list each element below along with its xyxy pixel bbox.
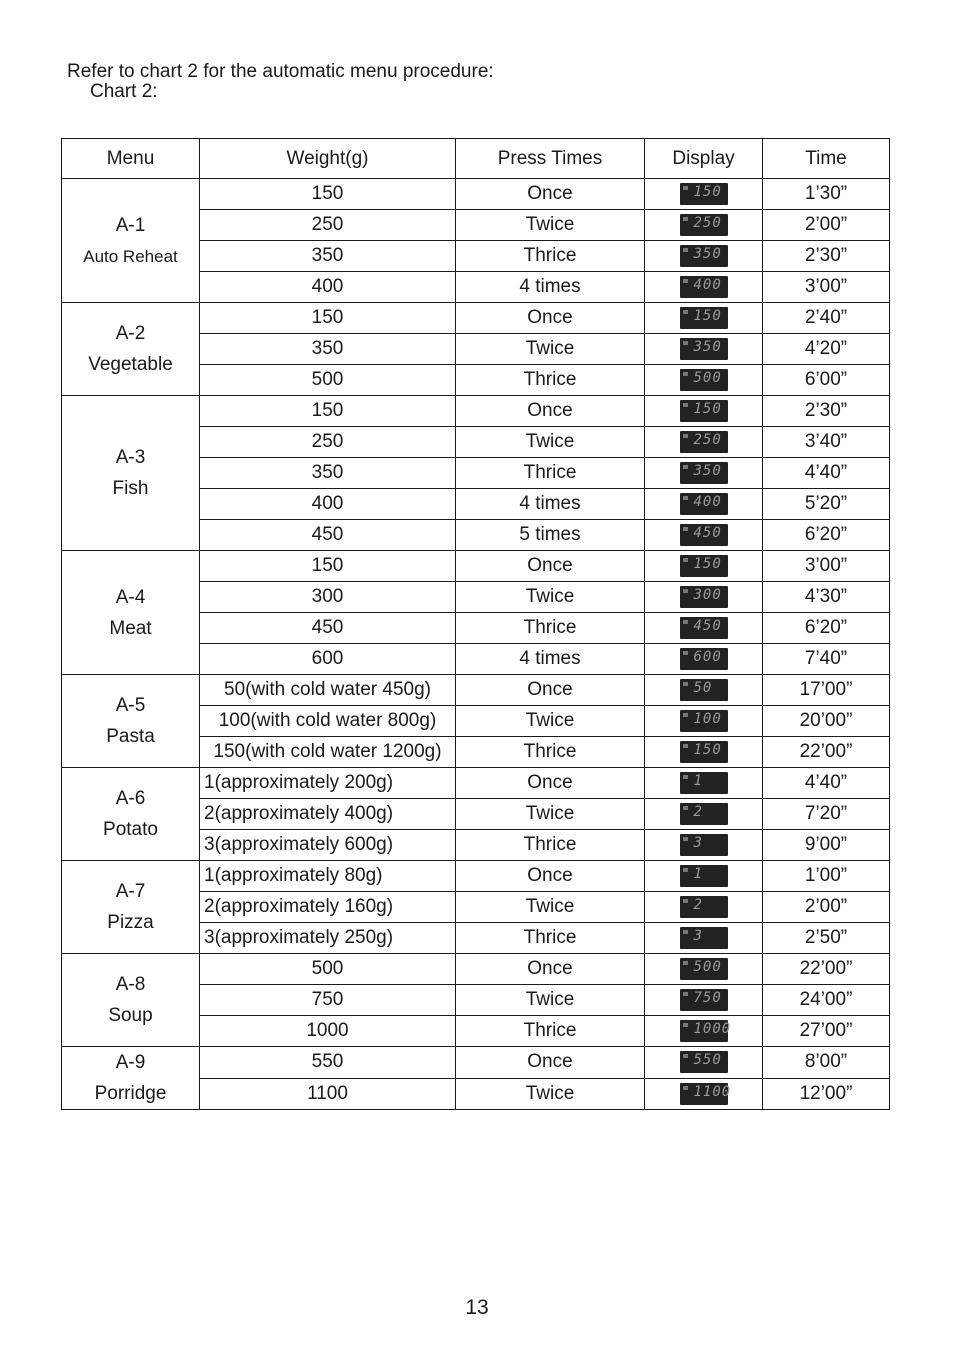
page-number: 13 <box>465 1296 489 1319</box>
display-cell <box>645 396 763 427</box>
lcd-indicator-icon <box>683 868 688 872</box>
lcd-indicator-icon <box>683 403 688 407</box>
lcd-display-icon <box>680 524 728 546</box>
lcd-digits: 350 <box>693 245 722 262</box>
lcd-indicator-icon <box>683 1023 688 1027</box>
menu-name: Auto Reheat <box>83 246 178 266</box>
time-cell: 7’40” <box>763 644 890 675</box>
menu-name: Vegetable <box>88 354 173 375</box>
table-row <box>62 303 890 334</box>
lcd-digits: 350 <box>693 338 722 355</box>
lcd-digits: 150 <box>693 307 722 324</box>
weight-cell: 2(approximately 400g) <box>200 799 456 830</box>
lcd-indicator-icon <box>683 620 688 624</box>
press-times-cell: 4 times <box>456 489 645 520</box>
time-cell: 3’00” <box>763 551 890 582</box>
lcd-indicator-icon <box>683 899 688 903</box>
weight-cell: 250 <box>200 427 456 458</box>
weight-cell: 1000 <box>200 1016 456 1047</box>
lcd-digits: 550 <box>693 1052 722 1069</box>
table-row <box>62 396 890 427</box>
display-cell <box>645 675 763 706</box>
lcd-digits: 750 <box>693 989 722 1006</box>
lcd-indicator-icon <box>683 992 688 996</box>
header-menu: Menu <box>62 139 200 179</box>
lcd-indicator-icon <box>683 713 688 717</box>
press-times-cell: Once <box>456 551 645 582</box>
press-times-cell: Once <box>456 768 645 799</box>
time-cell: 2’50” <box>763 923 890 954</box>
lcd-display-icon <box>680 927 728 949</box>
menu-code: A-6 <box>115 788 146 809</box>
display-cell <box>645 985 763 1016</box>
lcd-digits: 350 <box>693 462 722 479</box>
weight-cell: 300 <box>200 582 456 613</box>
lcd-digits: 150 <box>693 555 722 572</box>
lcd-display-icon <box>680 462 728 484</box>
weight-cell: 3(approximately 250g) <box>200 923 456 954</box>
table-row <box>62 861 890 892</box>
lcd-digits: 3 <box>693 927 703 944</box>
menu-name: Porridge <box>94 1083 167 1104</box>
chart-caption: Chart 2: <box>90 81 158 102</box>
auto-menu-table <box>61 138 890 1110</box>
header-time: Time <box>763 139 890 179</box>
press-times-cell: Once <box>456 954 645 985</box>
menu-cell <box>62 675 200 768</box>
display-cell <box>645 582 763 613</box>
time-cell: 6’00” <box>763 365 890 396</box>
press-times-cell: Twice <box>456 985 645 1016</box>
display-cell <box>645 334 763 365</box>
press-times-cell: Once <box>456 179 645 210</box>
weight-cell: 350 <box>200 334 456 365</box>
lcd-digits: 500 <box>693 369 722 386</box>
lcd-display-icon <box>680 679 728 701</box>
time-cell: 2’00” <box>763 210 890 241</box>
weight-cell: 250 <box>200 210 456 241</box>
menu-cell <box>62 396 200 551</box>
lcd-display-icon <box>680 369 728 391</box>
table-row <box>62 768 890 799</box>
press-times-cell: Twice <box>456 892 645 923</box>
press-times-cell: Once <box>456 396 645 427</box>
menu-cell <box>62 179 200 303</box>
lcd-display-icon <box>680 400 728 422</box>
lcd-digits: 1 <box>693 865 703 882</box>
menu-code: A-2 <box>115 323 146 344</box>
weight-cell: 400 <box>200 489 456 520</box>
display-cell <box>645 954 763 985</box>
press-times-cell: Twice <box>456 1078 645 1110</box>
lcd-display-icon <box>680 555 728 577</box>
menu-cell <box>62 768 200 861</box>
lcd-digits: 150 <box>693 183 722 200</box>
time-cell: 2’30” <box>763 396 890 427</box>
lcd-indicator-icon <box>683 961 688 965</box>
lcd-display-icon <box>680 493 728 515</box>
weight-cell: 400 <box>200 272 456 303</box>
weight-cell: 100(with cold water 800g) <box>200 706 456 737</box>
weight-cell: 1(approximately 80g) <box>200 861 456 892</box>
menu-cell <box>62 303 200 396</box>
lcd-indicator-icon <box>683 217 688 221</box>
lcd-digits: 400 <box>693 493 722 510</box>
lcd-display-icon <box>680 586 728 608</box>
menu-code: A-3 <box>115 447 146 468</box>
weight-cell: 450 <box>200 520 456 551</box>
display-cell <box>645 830 763 861</box>
press-times-cell: Twice <box>456 799 645 830</box>
lcd-digits: 250 <box>693 431 722 448</box>
display-cell <box>645 706 763 737</box>
lcd-display-icon <box>680 648 728 670</box>
weight-cell: 450 <box>200 613 456 644</box>
lcd-digits: 150 <box>693 400 722 417</box>
display-cell <box>645 799 763 830</box>
display-cell <box>645 1078 763 1110</box>
table-header-row <box>62 139 890 179</box>
table-row <box>62 179 890 210</box>
time-cell: 12’00” <box>763 1078 890 1110</box>
lcd-display-icon <box>680 1020 732 1042</box>
header-weight: Weight(g) <box>200 139 456 179</box>
lcd-digits: 2 <box>693 896 703 913</box>
lcd-indicator-icon <box>683 589 688 593</box>
menu-name: Meat <box>109 617 152 639</box>
weight-cell: 550 <box>200 1047 456 1079</box>
press-times-cell: Twice <box>456 582 645 613</box>
lcd-display-icon <box>680 183 728 205</box>
menu-cell <box>62 1047 200 1110</box>
lcd-display-icon <box>680 772 728 794</box>
lcd-digits: 600 <box>693 648 722 665</box>
lcd-display-icon <box>680 307 728 329</box>
weight-cell: 2(approximately 160g) <box>200 892 456 923</box>
lcd-indicator-icon <box>683 1054 688 1058</box>
time-cell: 7’20” <box>763 799 890 830</box>
weight-cell: 150 <box>200 551 456 582</box>
weight-cell: 150 <box>200 179 456 210</box>
time-cell: 4’40” <box>763 768 890 799</box>
lcd-indicator-icon <box>683 744 688 748</box>
display-cell <box>645 1047 763 1079</box>
press-times-cell: Once <box>456 1047 645 1079</box>
lcd-indicator-icon <box>683 434 688 438</box>
lcd-display-icon <box>680 741 728 763</box>
lcd-digits: 1100 <box>693 1083 732 1100</box>
lcd-indicator-icon <box>683 651 688 655</box>
lcd-digits: 250 <box>693 214 722 231</box>
lcd-display-icon <box>680 276 728 298</box>
lcd-display-icon <box>680 865 728 887</box>
press-times-cell: Thrice <box>456 923 645 954</box>
lcd-display-icon <box>680 710 728 732</box>
lcd-digits: 500 <box>693 958 722 975</box>
lcd-digits: 50 <box>693 679 713 696</box>
press-times-cell: Thrice <box>456 458 645 489</box>
lcd-indicator-icon <box>683 527 688 531</box>
lcd-indicator-icon <box>683 682 688 686</box>
lcd-display-icon <box>680 431 728 453</box>
table-row <box>62 954 890 985</box>
weight-cell: 150 <box>200 396 456 427</box>
press-times-cell: Twice <box>456 210 645 241</box>
menu-name: Pasta <box>106 726 155 747</box>
time-cell: 3’40” <box>763 427 890 458</box>
lcd-indicator-icon <box>683 279 688 283</box>
header-press-times: Press Times <box>456 139 645 179</box>
menu-code: A-4 <box>115 586 146 608</box>
lcd-indicator-icon <box>683 806 688 810</box>
lcd-display-icon <box>680 245 728 267</box>
weight-cell: 350 <box>200 458 456 489</box>
display-cell <box>645 458 763 489</box>
menu-code: A-9 <box>115 1052 146 1073</box>
time-cell: 9’00” <box>763 830 890 861</box>
press-times-cell: Thrice <box>456 613 645 644</box>
press-times-cell: Thrice <box>456 241 645 272</box>
table-body <box>62 179 890 1110</box>
time-cell: 27’00” <box>763 1016 890 1047</box>
press-times-cell: Thrice <box>456 830 645 861</box>
press-times-cell: Once <box>456 675 645 706</box>
display-cell <box>645 768 763 799</box>
lcd-indicator-icon <box>683 558 688 562</box>
display-cell <box>645 613 763 644</box>
press-times-cell: Thrice <box>456 365 645 396</box>
press-times-cell: Twice <box>456 334 645 365</box>
menu-code: A-8 <box>115 974 146 995</box>
table-row <box>62 675 890 706</box>
weight-cell: 500 <box>200 954 456 985</box>
time-cell: 4’20” <box>763 334 890 365</box>
lcd-display-icon <box>680 803 728 825</box>
intro-text <box>67 62 494 102</box>
press-times-cell: Thrice <box>456 1016 645 1047</box>
lcd-indicator-icon <box>683 775 688 779</box>
lcd-indicator-icon <box>683 930 688 934</box>
display-cell <box>645 892 763 923</box>
press-times-cell: Once <box>456 861 645 892</box>
table-row <box>62 1047 890 1079</box>
lcd-display-icon <box>680 1051 728 1073</box>
time-cell: 4’30” <box>763 582 890 613</box>
time-cell: 1’00” <box>763 861 890 892</box>
weight-cell: 3(approximately 600g) <box>200 830 456 861</box>
table-row <box>62 551 890 582</box>
lcd-display-icon <box>680 1083 732 1105</box>
display-cell <box>645 365 763 396</box>
time-cell: 6’20” <box>763 613 890 644</box>
lcd-digits: 2 <box>693 803 703 820</box>
display-cell <box>645 923 763 954</box>
display-cell <box>645 272 763 303</box>
weight-cell: 50(with cold water 450g) <box>200 675 456 706</box>
time-cell: 1’30” <box>763 179 890 210</box>
display-cell <box>645 520 763 551</box>
display-cell <box>645 489 763 520</box>
lcd-digits: 150 <box>693 741 722 758</box>
weight-cell: 1100 <box>200 1078 456 1110</box>
lcd-display-icon <box>680 214 728 236</box>
display-cell <box>645 644 763 675</box>
lcd-display-icon <box>680 989 728 1011</box>
time-cell: 22’00” <box>763 954 890 985</box>
lcd-indicator-icon <box>683 465 688 469</box>
weight-cell: 1(approximately 200g) <box>200 768 456 799</box>
weight-cell: 500 <box>200 365 456 396</box>
weight-cell: 350 <box>200 241 456 272</box>
display-cell <box>645 737 763 768</box>
press-times-cell: Twice <box>456 427 645 458</box>
display-cell <box>645 861 763 892</box>
display-cell <box>645 551 763 582</box>
weight-cell: 150 <box>200 303 456 334</box>
menu-name: Fish <box>112 478 149 499</box>
time-cell: 2’30” <box>763 241 890 272</box>
lcd-digits: 1 <box>693 772 703 789</box>
time-cell: 3’00” <box>763 272 890 303</box>
display-cell <box>645 1016 763 1047</box>
lcd-display-icon <box>680 896 728 918</box>
time-cell: 6’20” <box>763 520 890 551</box>
lcd-indicator-icon <box>683 186 688 190</box>
lcd-indicator-icon <box>683 310 688 314</box>
time-cell: 22’00” <box>763 737 890 768</box>
time-cell: 2’00” <box>763 892 890 923</box>
press-times-cell: Twice <box>456 706 645 737</box>
header-display: Display <box>645 139 763 179</box>
display-cell <box>645 427 763 458</box>
menu-code: A-5 <box>115 695 146 716</box>
menu-code: A-1 <box>115 214 146 236</box>
menu-code: A-7 <box>115 881 146 902</box>
weight-cell: 150(with cold water 1200g) <box>200 737 456 768</box>
lcd-indicator-icon <box>683 372 688 376</box>
intro-line: Refer to chart 2 for the automatic menu procedure: <box>67 61 494 82</box>
lcd-digits: 1000 <box>693 1020 732 1037</box>
lcd-display-icon <box>680 834 728 856</box>
lcd-digits: 450 <box>693 524 722 541</box>
lcd-digits: 3 <box>693 834 703 851</box>
time-cell: 4’40” <box>763 458 890 489</box>
press-times-cell: 4 times <box>456 644 645 675</box>
lcd-indicator-icon <box>683 496 688 500</box>
time-cell: 24’00” <box>763 985 890 1016</box>
menu-cell <box>62 861 200 954</box>
time-cell: 8’00” <box>763 1047 890 1079</box>
press-times-cell: Thrice <box>456 737 645 768</box>
lcd-digits: 400 <box>693 276 722 293</box>
menu-name: Soup <box>108 1005 153 1026</box>
lcd-digits: 300 <box>693 586 722 603</box>
display-cell <box>645 210 763 241</box>
display-cell <box>645 241 763 272</box>
time-cell: 17’00” <box>763 675 890 706</box>
display-cell <box>645 303 763 334</box>
weight-cell: 600 <box>200 644 456 675</box>
weight-cell: 750 <box>200 985 456 1016</box>
menu-cell <box>62 954 200 1047</box>
lcd-indicator-icon <box>683 837 688 841</box>
menu-name: Potato <box>103 819 158 840</box>
time-cell: 20’00” <box>763 706 890 737</box>
menu-name: Pizza <box>107 912 154 933</box>
lcd-indicator-icon <box>683 1086 688 1090</box>
lcd-digits: 450 <box>693 617 722 634</box>
press-times-cell: 4 times <box>456 272 645 303</box>
lcd-indicator-icon <box>683 248 688 252</box>
press-times-cell: Once <box>456 303 645 334</box>
lcd-indicator-icon <box>683 341 688 345</box>
menu-cell <box>62 551 200 675</box>
lcd-display-icon <box>680 617 728 639</box>
display-cell <box>645 179 763 210</box>
lcd-digits: 100 <box>693 710 722 727</box>
lcd-display-icon <box>680 958 728 980</box>
press-times-cell: 5 times <box>456 520 645 551</box>
time-cell: 2’40” <box>763 303 890 334</box>
time-cell: 5’20” <box>763 489 890 520</box>
lcd-display-icon <box>680 338 728 360</box>
